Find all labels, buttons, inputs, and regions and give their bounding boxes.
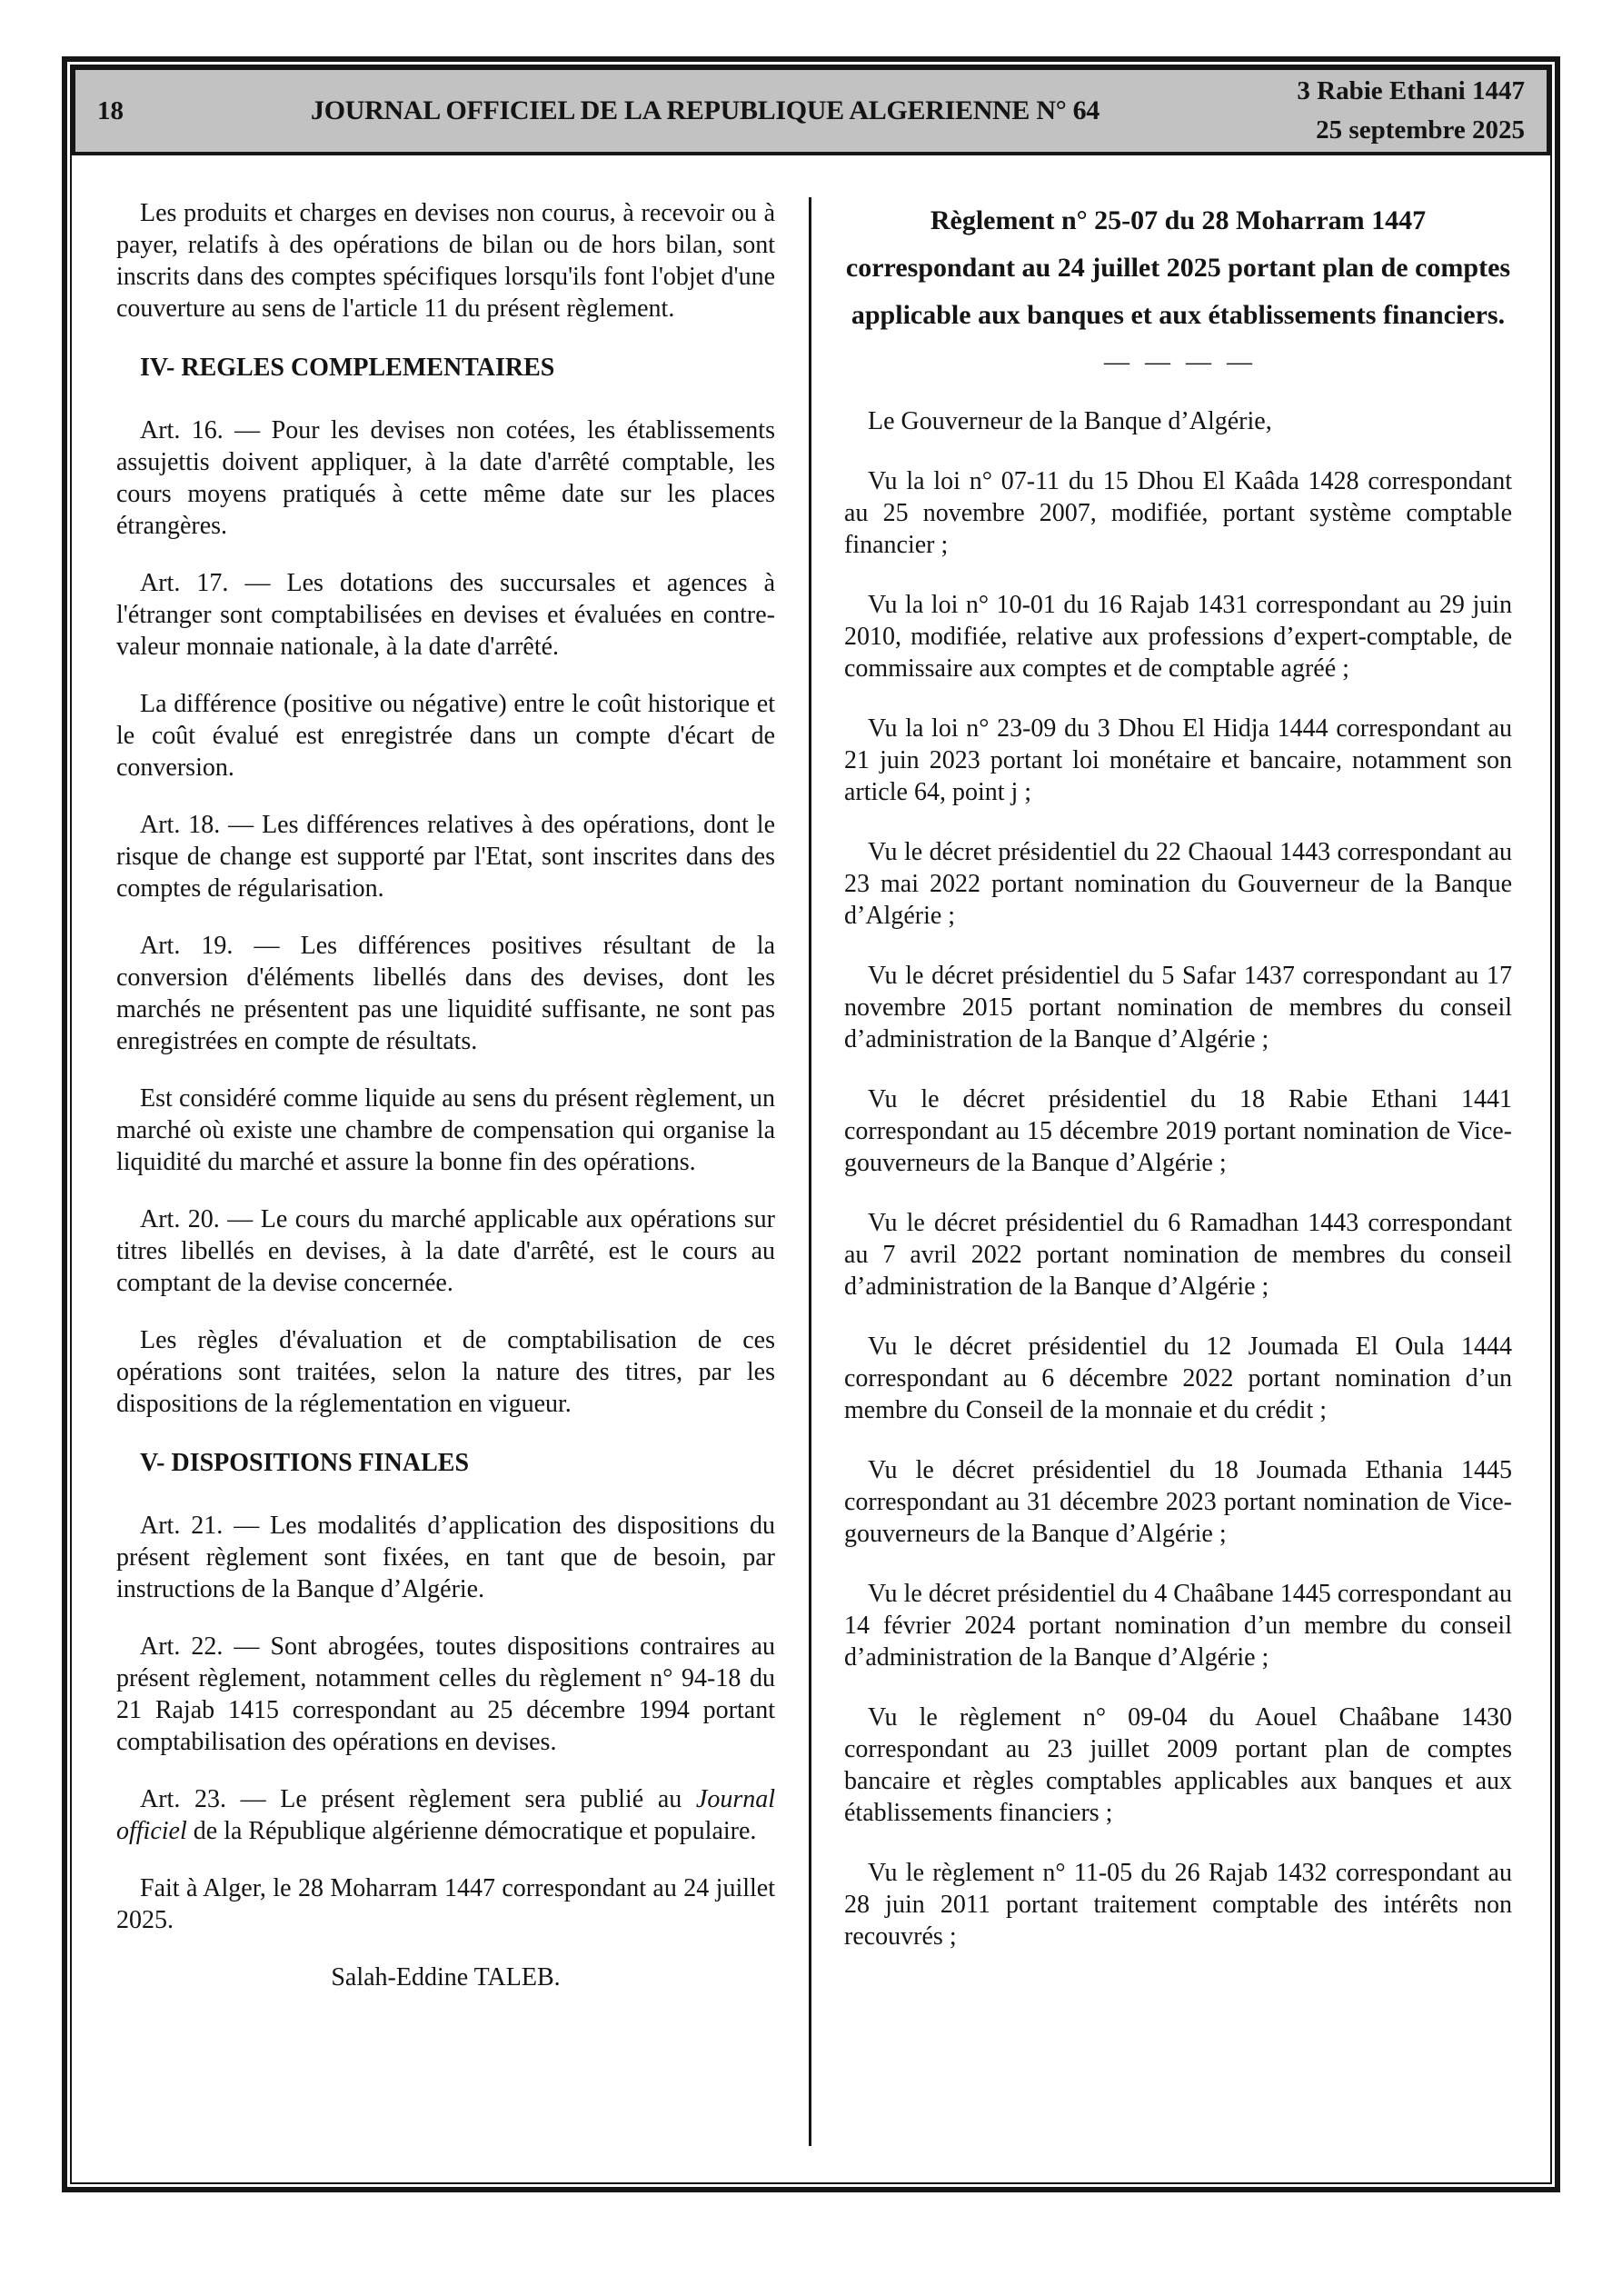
paragraph: Vu la loi n° 07-11 du 15 Dhou El Kaâda 1428 correspondant au 25 novembre 2007, modifiée, portant système comptable financier ; xyxy=(844,467,1512,559)
paragraph: Vu le décret présidentiel du 18 Joumada Ethania 1445 correspondant au 31 décembre 2023 portant nomination de Vice-gouverneurs de la Banque d’Algérie ; xyxy=(844,1456,1512,1548)
paragraph: Les produits et charges en devises non courus, à recevoir ou à payer, relatifs à des opérations de bilan ou de hors bilan, sont inscrits dans des comptes spécifiques lorsqu'ils font l'objet d'une couverture au sens de l'article 11 du présent règlement. xyxy=(116,199,775,323)
page-frame xyxy=(62,56,1560,2192)
paragraph: Art. 16. — Pour les devises non cotées, les établissements assujettis doivent appliquer, à la date d'arrêté comptable, les cours moyens pratiqués à cette même date sur les places étrangères. xyxy=(116,416,775,540)
paragraph: Vu la loi n° 23-09 du 3 Dhou El Hidja 1444 correspondant au 21 juin 2023 portant loi monétaire et bancaire, notamment son article 64, point j ; xyxy=(844,714,1512,806)
paragraph: Les règles d'évaluation et de comptabilisation de ces opérations sont traitées, selon la nature des titres, par les dispositions de la réglementation en vigueur. xyxy=(116,1326,775,1418)
page-frame-inner xyxy=(70,65,1552,2184)
paragraph xyxy=(116,1783,775,1847)
paragraph: Art. 22. — Sont abrogées, toutes dispositions contraires au présent règlement, notamment celles du règlement n° 94-18 du 21 Rajab 1415 correspondant au 25 décembre 1994 portant comptabilisation des opérations en devises. xyxy=(116,1632,775,1756)
paragraph: Vu le règlement n° 09-04 du Aouel Chaâbane 1430 correspondant au 23 juillet 2009 portant plan de comptes bancaire et règles comptables applicables aux banques et aux établissements financiers ; xyxy=(844,1703,1512,1827)
journal-header xyxy=(72,66,1550,155)
page-number: 18 xyxy=(97,95,124,125)
paragraph: Fait à Alger, le 28 Moharram 1447 correspondant au 24 juillet 2025. xyxy=(116,1874,775,1934)
page-content xyxy=(72,155,1550,2182)
paragraph: Vu le décret présidentiel du 4 Chaâbane 1445 correspondant au 14 février 2024 portant nomination d’un membre du conseil d’administration de la Banque d’Algérie ; xyxy=(844,1580,1512,1672)
section-heading: V- DISPOSITIONS FINALES xyxy=(140,1449,470,1477)
paragraph: Est considéré comme liquide au sens du présent règlement, un marché où existe une chambre de compensation qui organise la liquidité du marché et assure la bonne fin des opérations. xyxy=(116,1084,775,1176)
paragraph: Art. 17. — Les dotations des succursales et agences à l'étranger sont comptabilisées en devises et évaluées en contre-valeur monnaie nationale, à la date d'arrêté. xyxy=(116,569,775,661)
paragraph: Le Gouverneur de la Banque d’Algérie, xyxy=(868,407,1272,435)
text-run: de la République algérienne démocratique et populaire. xyxy=(186,1817,757,1845)
paragraph: Art. 19. — Les différences positives résultant de la conversion d'éléments libellés dans des devises, dont les marchés ne présentent pas une liquidité suffisante, ne sont pas enregistrées en compte de résultats. xyxy=(116,932,775,1055)
paragraph: Vu le règlement n° 11-05 du 26 Rajab 1432 correspondant au 28 juin 2011 portant traitement comptable des intérêts non recouvrés ; xyxy=(844,1859,1512,1951)
paragraph: Vu le décret présidentiel du 18 Rabie Ethani 1441 correspondant au 15 décembre 2019 portant nomination de Vice-gouverneurs de la Banque d’Algérie ; xyxy=(844,1085,1512,1177)
paragraph: Art. 21. — Les modalités d’application des dispositions du présent règlement sont fixées, en tant que de besoin, par instructions de la Banque d’Algérie. xyxy=(116,1512,775,1603)
date-gregorian: 25 septembre 2025 xyxy=(1316,115,1525,145)
left-column xyxy=(116,197,775,2182)
paragraph: Vu le décret présidentiel du 12 Joumada El Oula 1444 correspondant au 6 décembre 2022 portant nomination d’un membre du Conseil de la monnaie et du crédit ; xyxy=(844,1333,1512,1424)
paragraph: Art. 18. — Les différences relatives à des opérations, dont le risque de change est supporté par l'Etat, sont inscrites dans des comptes de régularisation. xyxy=(116,811,775,903)
paragraph: Vu le décret présidentiel du 22 Chaoual 1443 correspondant au 23 mai 2022 portant nomination du Gouverneur de la Banque d’Algérie ; xyxy=(844,838,1512,930)
paragraph: Vu la loi n° 10-01 du 16 Rajab 1431 correspondant au 29 juin 2010, modifiée, relative aux professions d’expert-comptable, de commissaire aux comptes et de comptable agréé ; xyxy=(844,591,1512,683)
right-column xyxy=(844,197,1512,2182)
paragraph: Vu le décret présidentiel du 6 Ramadhan 1443 correspondant au 7 avril 2022 portant nomination de membres du conseil d’administration de la Banque d’Algérie ; xyxy=(844,1209,1512,1301)
regulation-title: Règlement n° 25-07 du 28 Moharram 1447 correspondant au 24 juillet 2025 portant plan de comptes applicable aux banques et aux établissements financiers. xyxy=(845,205,1511,330)
paragraph: Art. 20. — Le cours du marché applicable aux opérations sur titres libellés en devises, à la date d'arrêté, est le cours au comptant de la devise concernée. xyxy=(116,1205,775,1297)
section-heading: IV- REGLES COMPLEMENTAIRES xyxy=(140,354,555,382)
column-divider xyxy=(809,197,811,2146)
separator-dashes: — — — — xyxy=(1104,348,1252,376)
text-run: Art. 23. — Le présent règlement sera publié au xyxy=(140,1785,696,1813)
signature: Salah-Eddine TALEB. xyxy=(331,1963,561,1992)
journal-title: JOURNAL OFFICIEL DE LA REPUBLIQUE ALGERIENNE N° 64 xyxy=(311,95,1100,125)
paragraph: La différence (positive ou négative) entre le coût historique et le coût évalué est enregistrée dans un compte d'écart de conversion. xyxy=(116,690,775,782)
italic-text: Journal officiel xyxy=(116,1785,775,1845)
issue-dates xyxy=(1211,72,1525,150)
paragraph: Vu le décret présidentiel du 5 Safar 1437 correspondant au 17 novembre 2015 portant nomination de membres du conseil d’administration de la Banque d’Algérie ; xyxy=(844,962,1512,1053)
date-hijri: 3 Rabie Ethani 1447 xyxy=(1297,76,1525,105)
